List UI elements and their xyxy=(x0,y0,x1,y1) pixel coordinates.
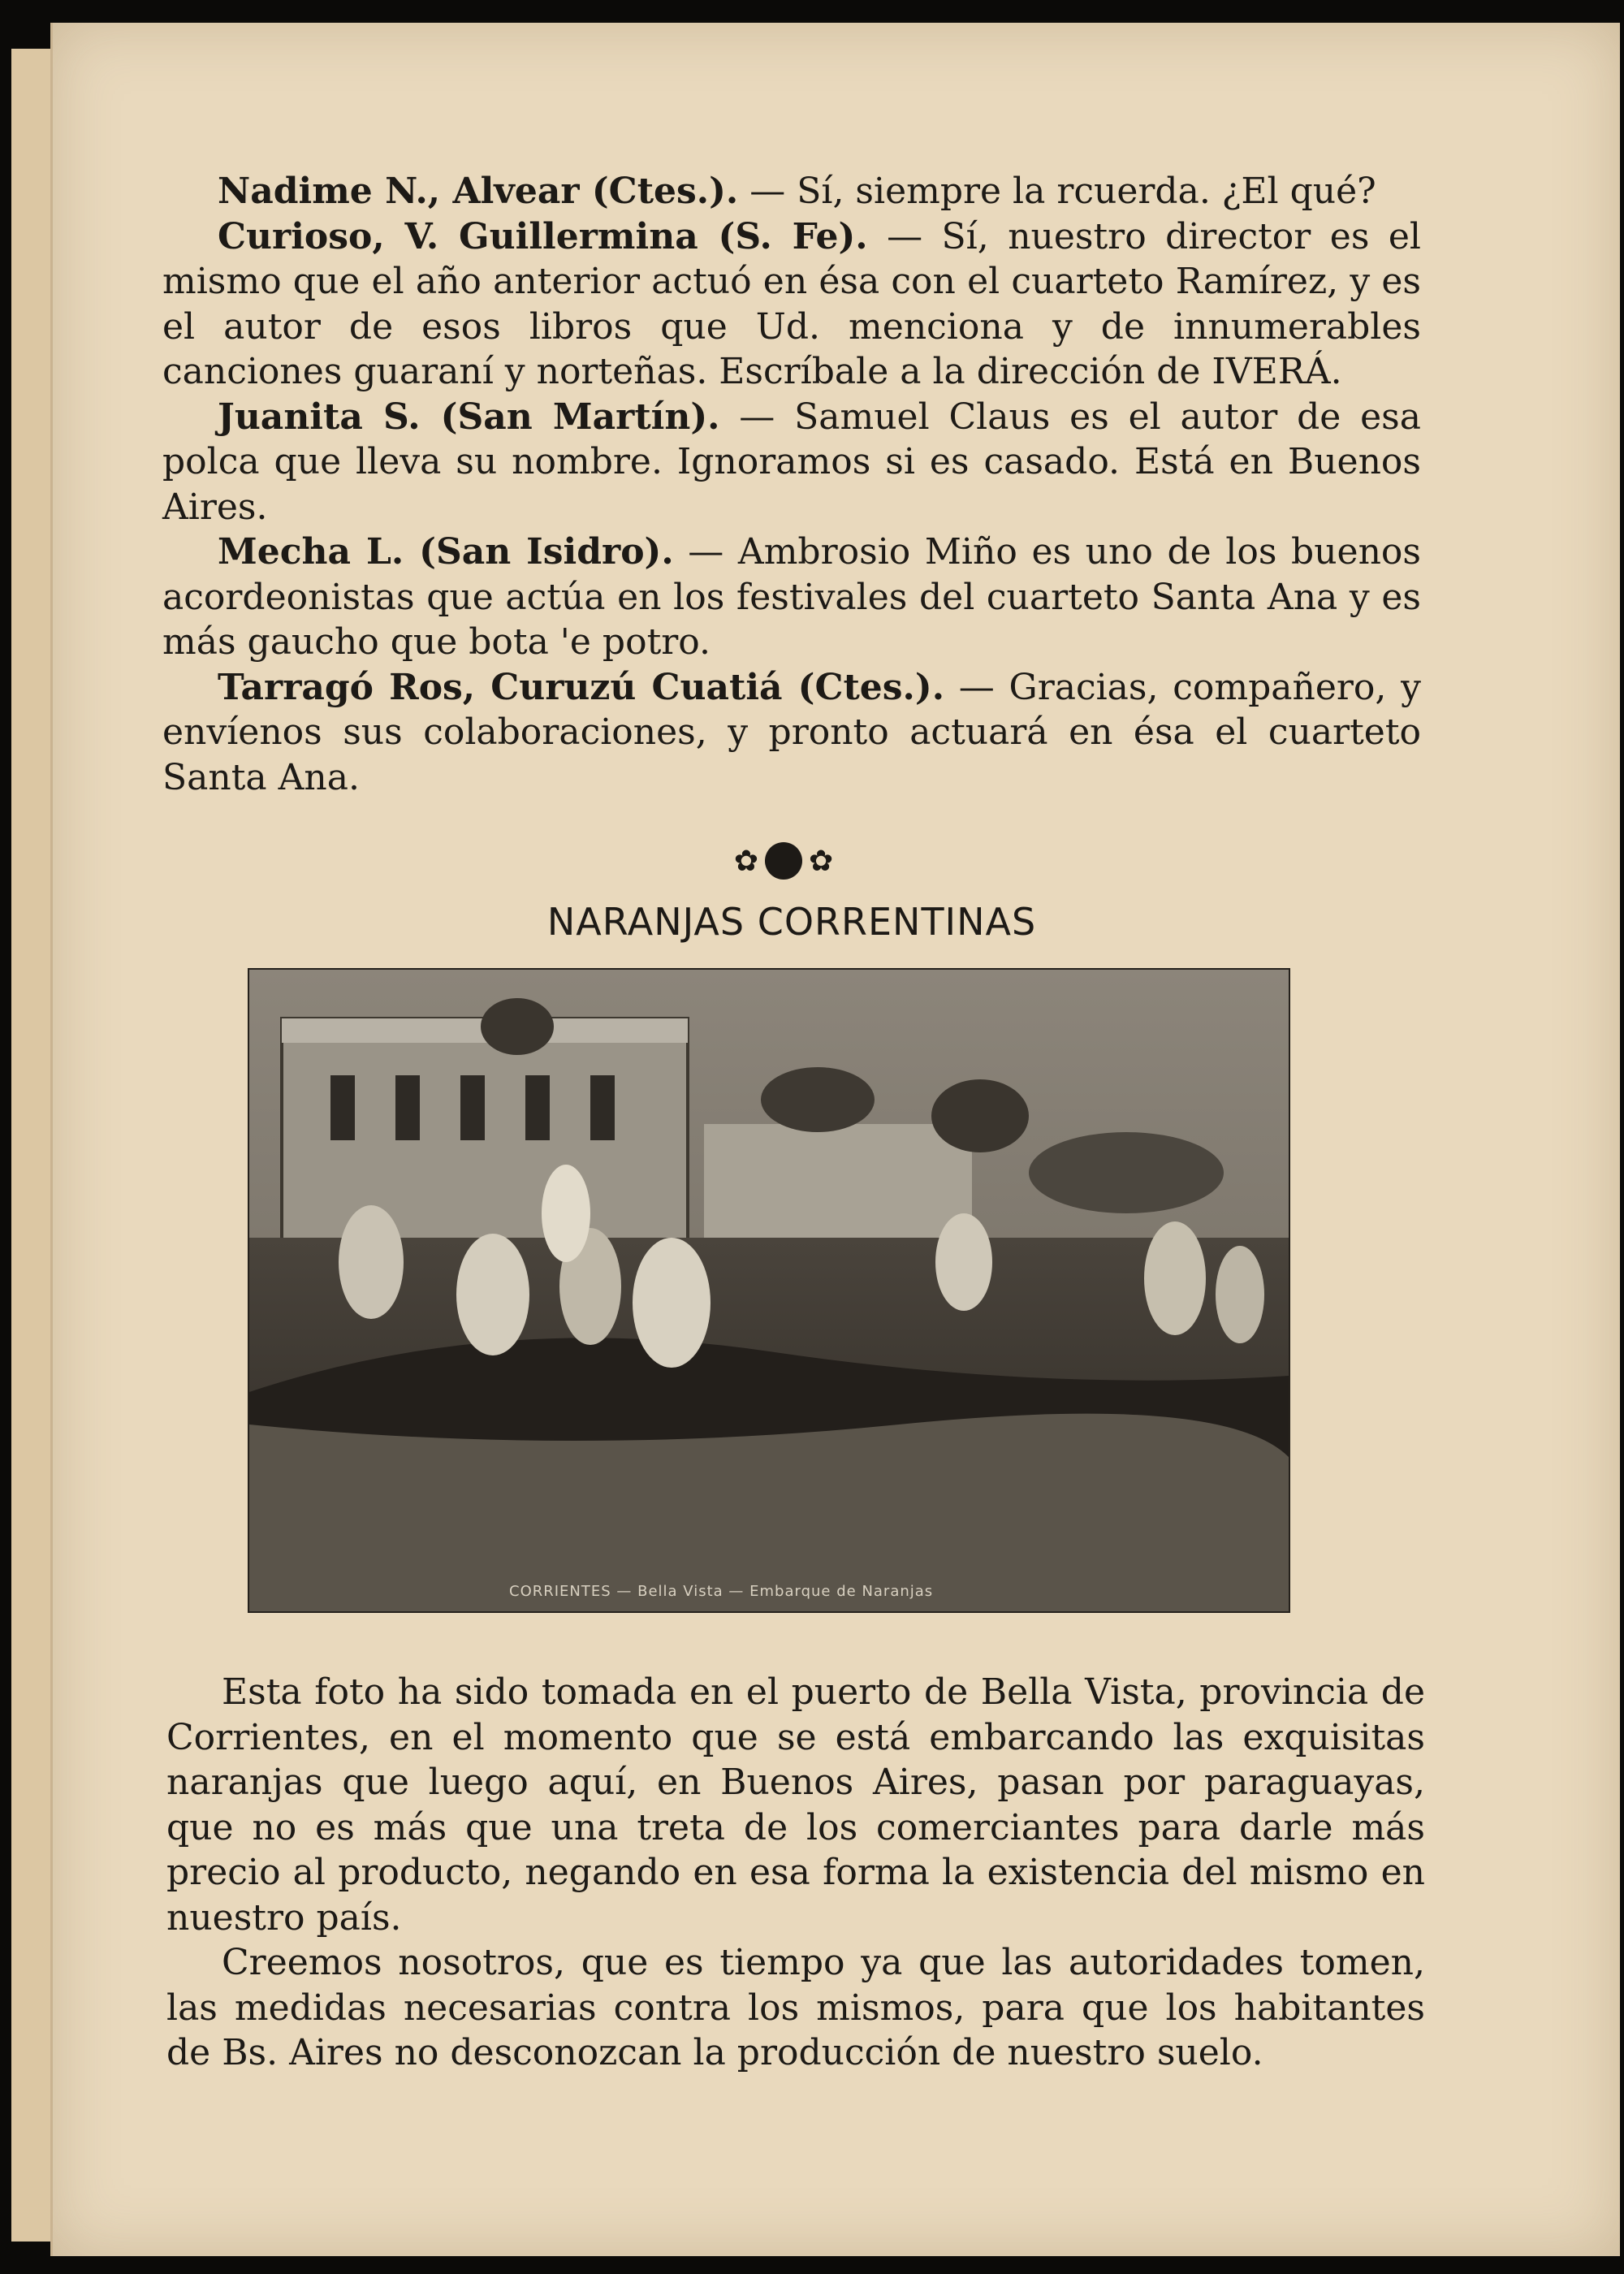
letter-sender: Mecha L. (San Isidro). xyxy=(218,531,674,573)
letter-sender: Juanita S. (San Martín). xyxy=(218,396,720,438)
flower-icon: ✿ xyxy=(809,844,834,878)
letter-sender: Curioso, V. Guillermina (S. Fe). xyxy=(218,215,868,257)
article-paragraph: Esta foto ha sido tomada en el puerto de Bella Vista, provincia de Corrientes, en el momento que se está embarcando las exquisitas naranjas que luego aquí, en Buenos Aires, pasan por paraguayas, que no es más que una treta de los comerciantes para darle más precio al producto, negando en esa forma la existencia del mismo en nuestro país. xyxy=(166,1671,1425,1939)
letter-entry xyxy=(162,395,1421,530)
letter-entry xyxy=(162,169,1421,214)
circle-ornament-icon xyxy=(765,842,802,880)
photo-caption: CORRIENTES — Bella Vista — Embarque de Naranjas xyxy=(509,1583,934,1600)
section-title: NARANJAS CORRENTINAS xyxy=(546,900,1037,944)
letter-reply: — Ambrosio Miño es uno de los buenos acordeonistas que actúa en los festivales del cuarteto Santa Ana y es más gaucho que bota 'e potro. xyxy=(162,531,1421,663)
section-ornament xyxy=(706,828,861,893)
article-photo xyxy=(248,968,1290,1613)
article-paragraph: Creemos nosotros, que es tiempo ya que las autoridades tomen, las medidas necesarias contra los mismos, para que los habitantes de Bs. Aires no desconozcan la producción de nuestro suelo. xyxy=(166,1942,1425,2073)
letter-reply: — Sí, siempre la rcuerda. ¿El qué? xyxy=(738,171,1376,212)
letter-entry xyxy=(162,214,1421,395)
letter-reply: — Sí, nuestro director es el mismo que el año anterior actuó en ésa con el cuarteto Ramírez, y es el autor de esos libros que Ud. menciona y de innumerables canciones guaraní y norteñas. Escríbale a la dirección de IVERÁ. xyxy=(162,215,1421,392)
flower-icon: ✿ xyxy=(733,844,758,878)
letter-reply: — Samuel Claus es el autor de esa polca que lleva su nombre. Ignoramos si es casado. Está en Buenos Aires. xyxy=(162,396,1421,528)
letter-entry xyxy=(162,665,1421,801)
letter-entry xyxy=(162,530,1421,665)
letters-section xyxy=(162,169,1421,800)
harbor-photo-illustration xyxy=(249,970,1289,1611)
letter-sender: Nadime N., Alvear (Ctes.). xyxy=(218,171,739,212)
letter-reply: — Gracias, compañero, y envíenos sus colaboraciones, y pronto actuará en ésa el cuarteto Santa Ana. xyxy=(162,666,1421,798)
letter-sender: Tarragó Ros, Curuzú Cuatiá (Ctes.). xyxy=(218,666,945,708)
article-body xyxy=(166,1670,1425,2076)
